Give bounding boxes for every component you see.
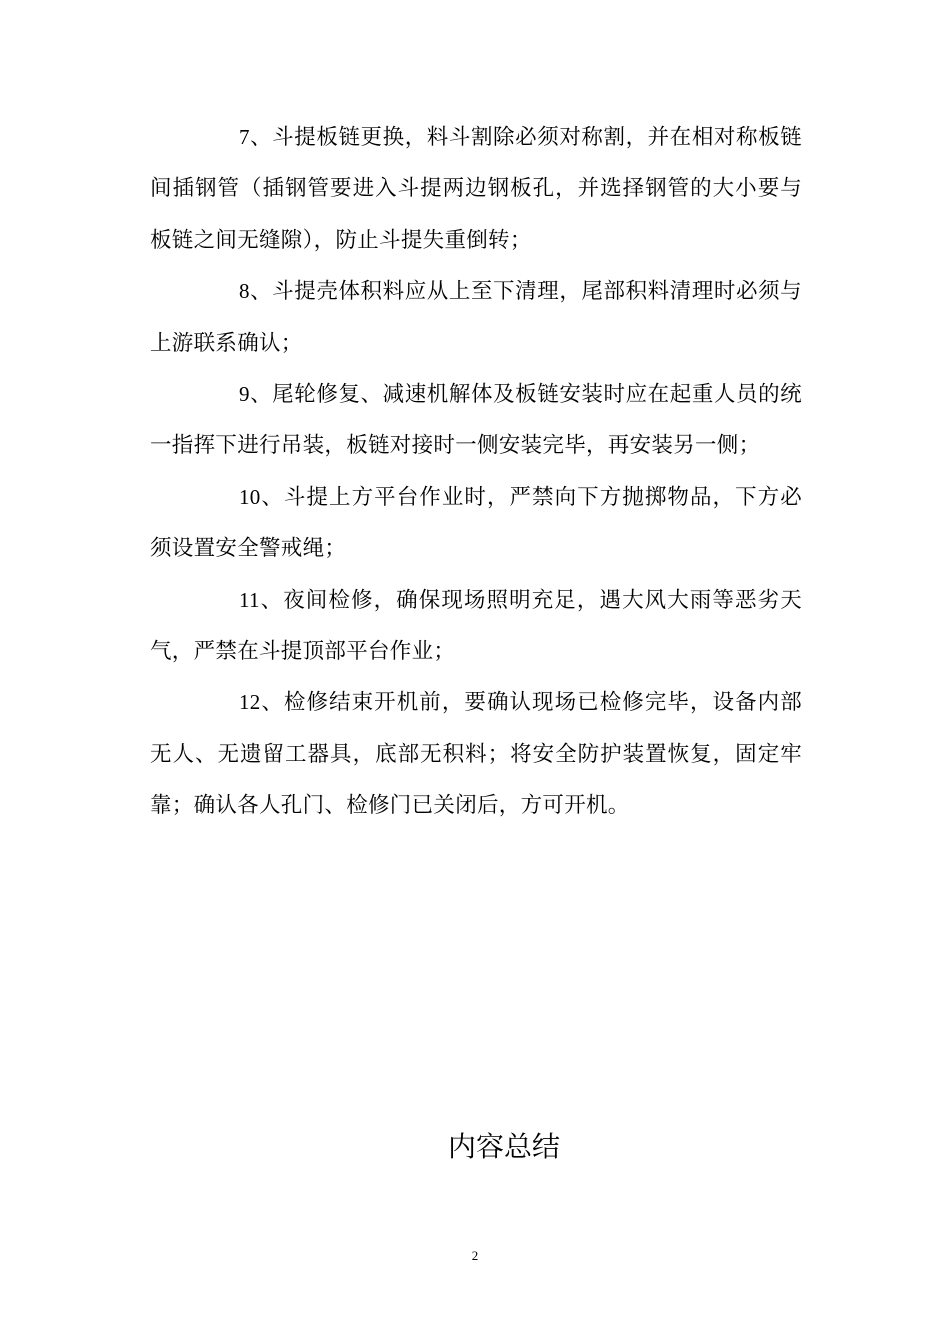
paragraph-number: 12 — [239, 690, 261, 715]
summary-title: 内容总结 — [447, 1130, 560, 1163]
paragraph-text: 、斗提壳体积料应从上至下清理，尾部积料清理时必须与上游联系确认； — [150, 279, 802, 356]
paragraph-item-7 — [150, 112, 802, 266]
body-text — [150, 112, 802, 832]
page-number: 2 — [471, 1248, 479, 1263]
paragraph-number: 7 — [239, 125, 250, 149]
paragraph-number: 10 — [239, 484, 261, 509]
paragraph-number: 8 — [239, 279, 250, 304]
paragraph-text: 、检修结束开机前，要确认现场已检修完毕，设备内部无人、无遗留工器具，底部无积料；将安全防护装置恢复，固定牢靠；确认各人孔门、检修门已关闭后，方可开机。 — [150, 690, 802, 819]
paragraph-text: 、夜间检修，确保现场照明充足，遇大风大雨等恶劣天气，严禁在斗提顶部平台作业； — [150, 587, 802, 665]
paragraph-number: 11 — [239, 587, 260, 612]
paragraph-item-11 — [150, 575, 802, 678]
paragraph-item-10 — [150, 472, 802, 575]
paragraph-text: 、斗提板链更换，料斗割除必须对称割，并在相对称板链间插钢管（插钢管要进入斗提两边钢板孔，并选择钢管的大小要与板链之间无缝隙），防止斗提失重倒转； — [150, 125, 802, 253]
paragraph-text: 、尾轮修复、减速机解体及板链安装时应在起重人员的统一指挥下进行吊装，板链对接时一侧安装完毕，再安装另一侧； — [150, 382, 802, 459]
paragraph-number: 9 — [239, 382, 250, 407]
paragraph-item-8 — [150, 266, 802, 369]
paragraph-item-12 — [150, 677, 802, 831]
paragraph-item-9 — [150, 369, 802, 472]
paragraph-text: 、斗提上方平台作业时，严禁向下方抛掷物品，下方必须设置安全警戒绳； — [150, 484, 802, 562]
